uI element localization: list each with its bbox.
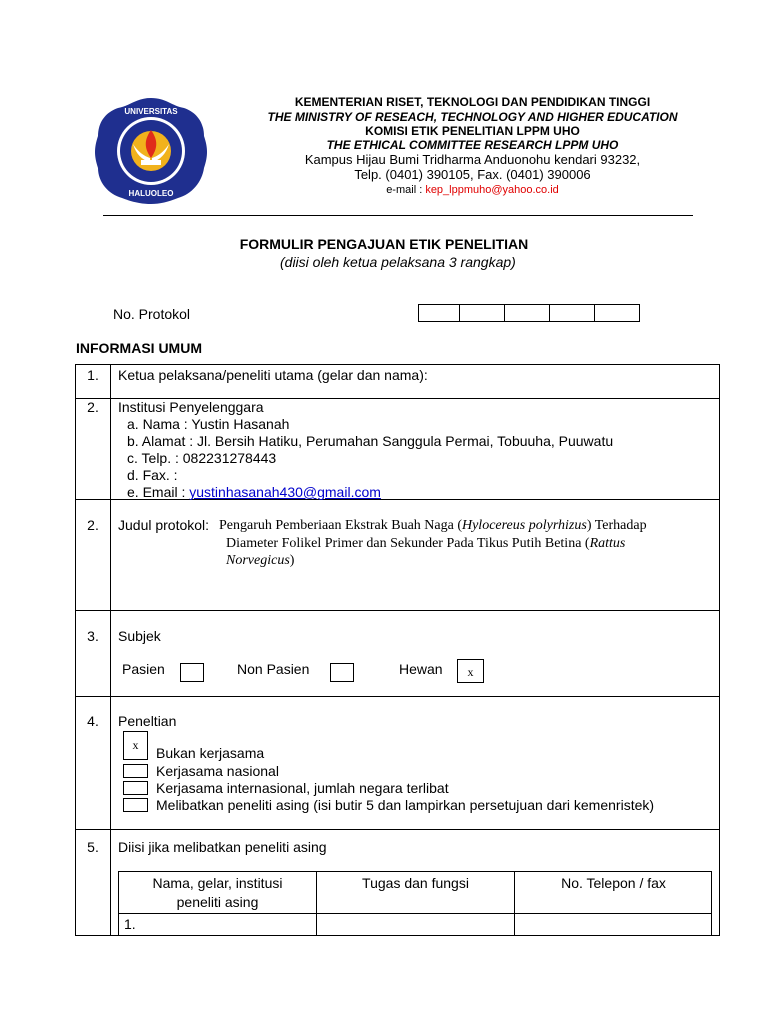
subject-nonpasien-checkbox[interactable] [330, 663, 354, 682]
protokol-digit-box[interactable] [418, 304, 460, 322]
institution-name: a. Nama : Yustin Hasanah [127, 416, 290, 432]
duty-cell[interactable] [317, 914, 513, 935]
institution-phone: c. Telp. : 082231278443 [127, 450, 277, 466]
header-ministry-id: KEMENTERIAN RISET, TEKNOLOGI DAN PENDIDIKAN TINGGI [294, 95, 651, 109]
protokol-label: No. Protokol [113, 306, 191, 322]
protokol-number-field[interactable] [418, 304, 640, 322]
row-divider [75, 610, 720, 611]
inner-row-number: 1. [124, 916, 136, 932]
logo-text-bottom: HALUOLEO [128, 189, 174, 198]
title-text: ) [289, 553, 295, 568]
section-title: INFORMASI UMUM [76, 340, 202, 356]
research-option-3: Kerjasama internasional, jumlah negara terlibat [156, 780, 449, 796]
title-text: ) Terhadap [586, 518, 647, 533]
university-logo [92, 96, 210, 206]
title-text: Diameter Folikel Primer dan Sekunder Pada Tikus Putih Betina ( [226, 536, 590, 551]
header-committee-id: KOMISI ETIK PENELITIAN LPPM UHO [365, 124, 580, 138]
research-foreign-checkbox[interactable] [123, 798, 148, 812]
institution-address: b. Alamat : Jl. Bersih Hatiku, Perumahan Sanggula Permai, Tobuuha, Puuwatu [127, 433, 614, 449]
title-species: Norvegicus [226, 553, 290, 568]
subject-pasien-checkbox[interactable] [180, 663, 204, 682]
protocol-title-line2 [226, 535, 625, 552]
header-divider [103, 215, 693, 216]
row-number: 4. [87, 713, 99, 729]
row-number: 5. [87, 839, 99, 855]
header-ministry-en: THE MINISTRY OF RESEACH, TECHNOLOGY AND HIGHER EDUCATION [267, 110, 678, 124]
column-header-duty: Tugas dan fungsi [362, 875, 469, 891]
table-column-divider [110, 364, 111, 936]
phone-cell[interactable] [515, 914, 711, 935]
protokol-digit-box[interactable] [504, 304, 550, 322]
research-option-1: Bukan kerjasama [156, 745, 265, 761]
institution-fax: d. Fax. : [127, 467, 178, 483]
form-title: FORMULIR PENGAJUAN ETIK PENELITIAN [239, 236, 529, 252]
research-option-4: Melibatkan peneliti asing (isi butir 5 dan lampirkan persetujuan dari kemenristek) [156, 797, 655, 813]
header-address: Kampus Hijau Bumi Tridharma Anduonohu kendari 93232, [304, 152, 641, 167]
logo-text-top: UNIVERSITAS [124, 107, 178, 116]
row-number: 2. [87, 399, 99, 415]
email-label: e-mail : [386, 184, 426, 196]
subject-option-pasien-label: Pasien [122, 661, 165, 677]
institution-email [127, 484, 381, 501]
header-phone: Telp. (0401) 390105, Fax. (0401) 390006 [354, 167, 591, 182]
protocol-title-line3 [226, 552, 294, 569]
protocol-title-line1 [219, 517, 647, 534]
research-nonkerjasama-checkbox[interactable]: x [123, 731, 148, 760]
institution-label: Institusi Penyelenggara [118, 399, 264, 415]
form-subtitle: (diisi oleh ketua pelaksana 3 rangkap) [280, 254, 516, 270]
research-national-checkbox[interactable] [123, 764, 148, 778]
title-species: Rattus [589, 536, 626, 551]
protokol-digit-box[interactable] [549, 304, 595, 322]
subject-label: Subjek [118, 628, 161, 644]
institution-email-link[interactable]: yustinhasanah430@gmail.com [189, 484, 381, 500]
protokol-digit-box[interactable] [459, 304, 505, 322]
column-header-name [119, 874, 316, 912]
research-type-label: Peneltian [118, 713, 177, 729]
protocol-title-label: Judul protokol: [118, 517, 210, 533]
column-header-name-line2: peneliti asing [176, 894, 259, 910]
foreign-researcher-label: Diisi jika melibatkan peneliti asing [118, 839, 327, 855]
header-committee-en: THE ETHICAL COMMITTEE RESEARCH LPPM UHO [326, 138, 619, 152]
subject-option-hewan-label: Hewan [399, 661, 443, 677]
email-value[interactable]: kep_lppmuho@yahoo.co.id [425, 184, 559, 196]
row-divider [75, 829, 720, 830]
lead-researcher-label: Ketua pelaksana/peneliti utama (gelar dan nama): [118, 367, 428, 383]
column-header-phone: No. Telepon / fax [561, 875, 666, 891]
research-international-checkbox[interactable] [123, 781, 148, 795]
research-option-2: Kerjasama nasional [156, 763, 279, 779]
subject-option-nonpasien-label: Non Pasien [237, 661, 310, 677]
subject-hewan-checkbox[interactable]: x [457, 659, 484, 683]
row-number: 2. [87, 517, 99, 533]
email-field-label: e. Email : [127, 484, 190, 500]
protokol-digit-box[interactable] [594, 304, 640, 322]
title-species: Hylocereus polyrhizus [461, 518, 587, 533]
column-header-name-line1: Nama, gelar, institusi [152, 875, 283, 891]
row-divider [75, 696, 720, 697]
row-number: 1. [87, 367, 99, 383]
row-number: 3. [87, 628, 99, 644]
title-text: Pengaruh Pemberiaan Ekstrak Buah Naga ( [219, 518, 462, 533]
header-email [240, 183, 705, 198]
